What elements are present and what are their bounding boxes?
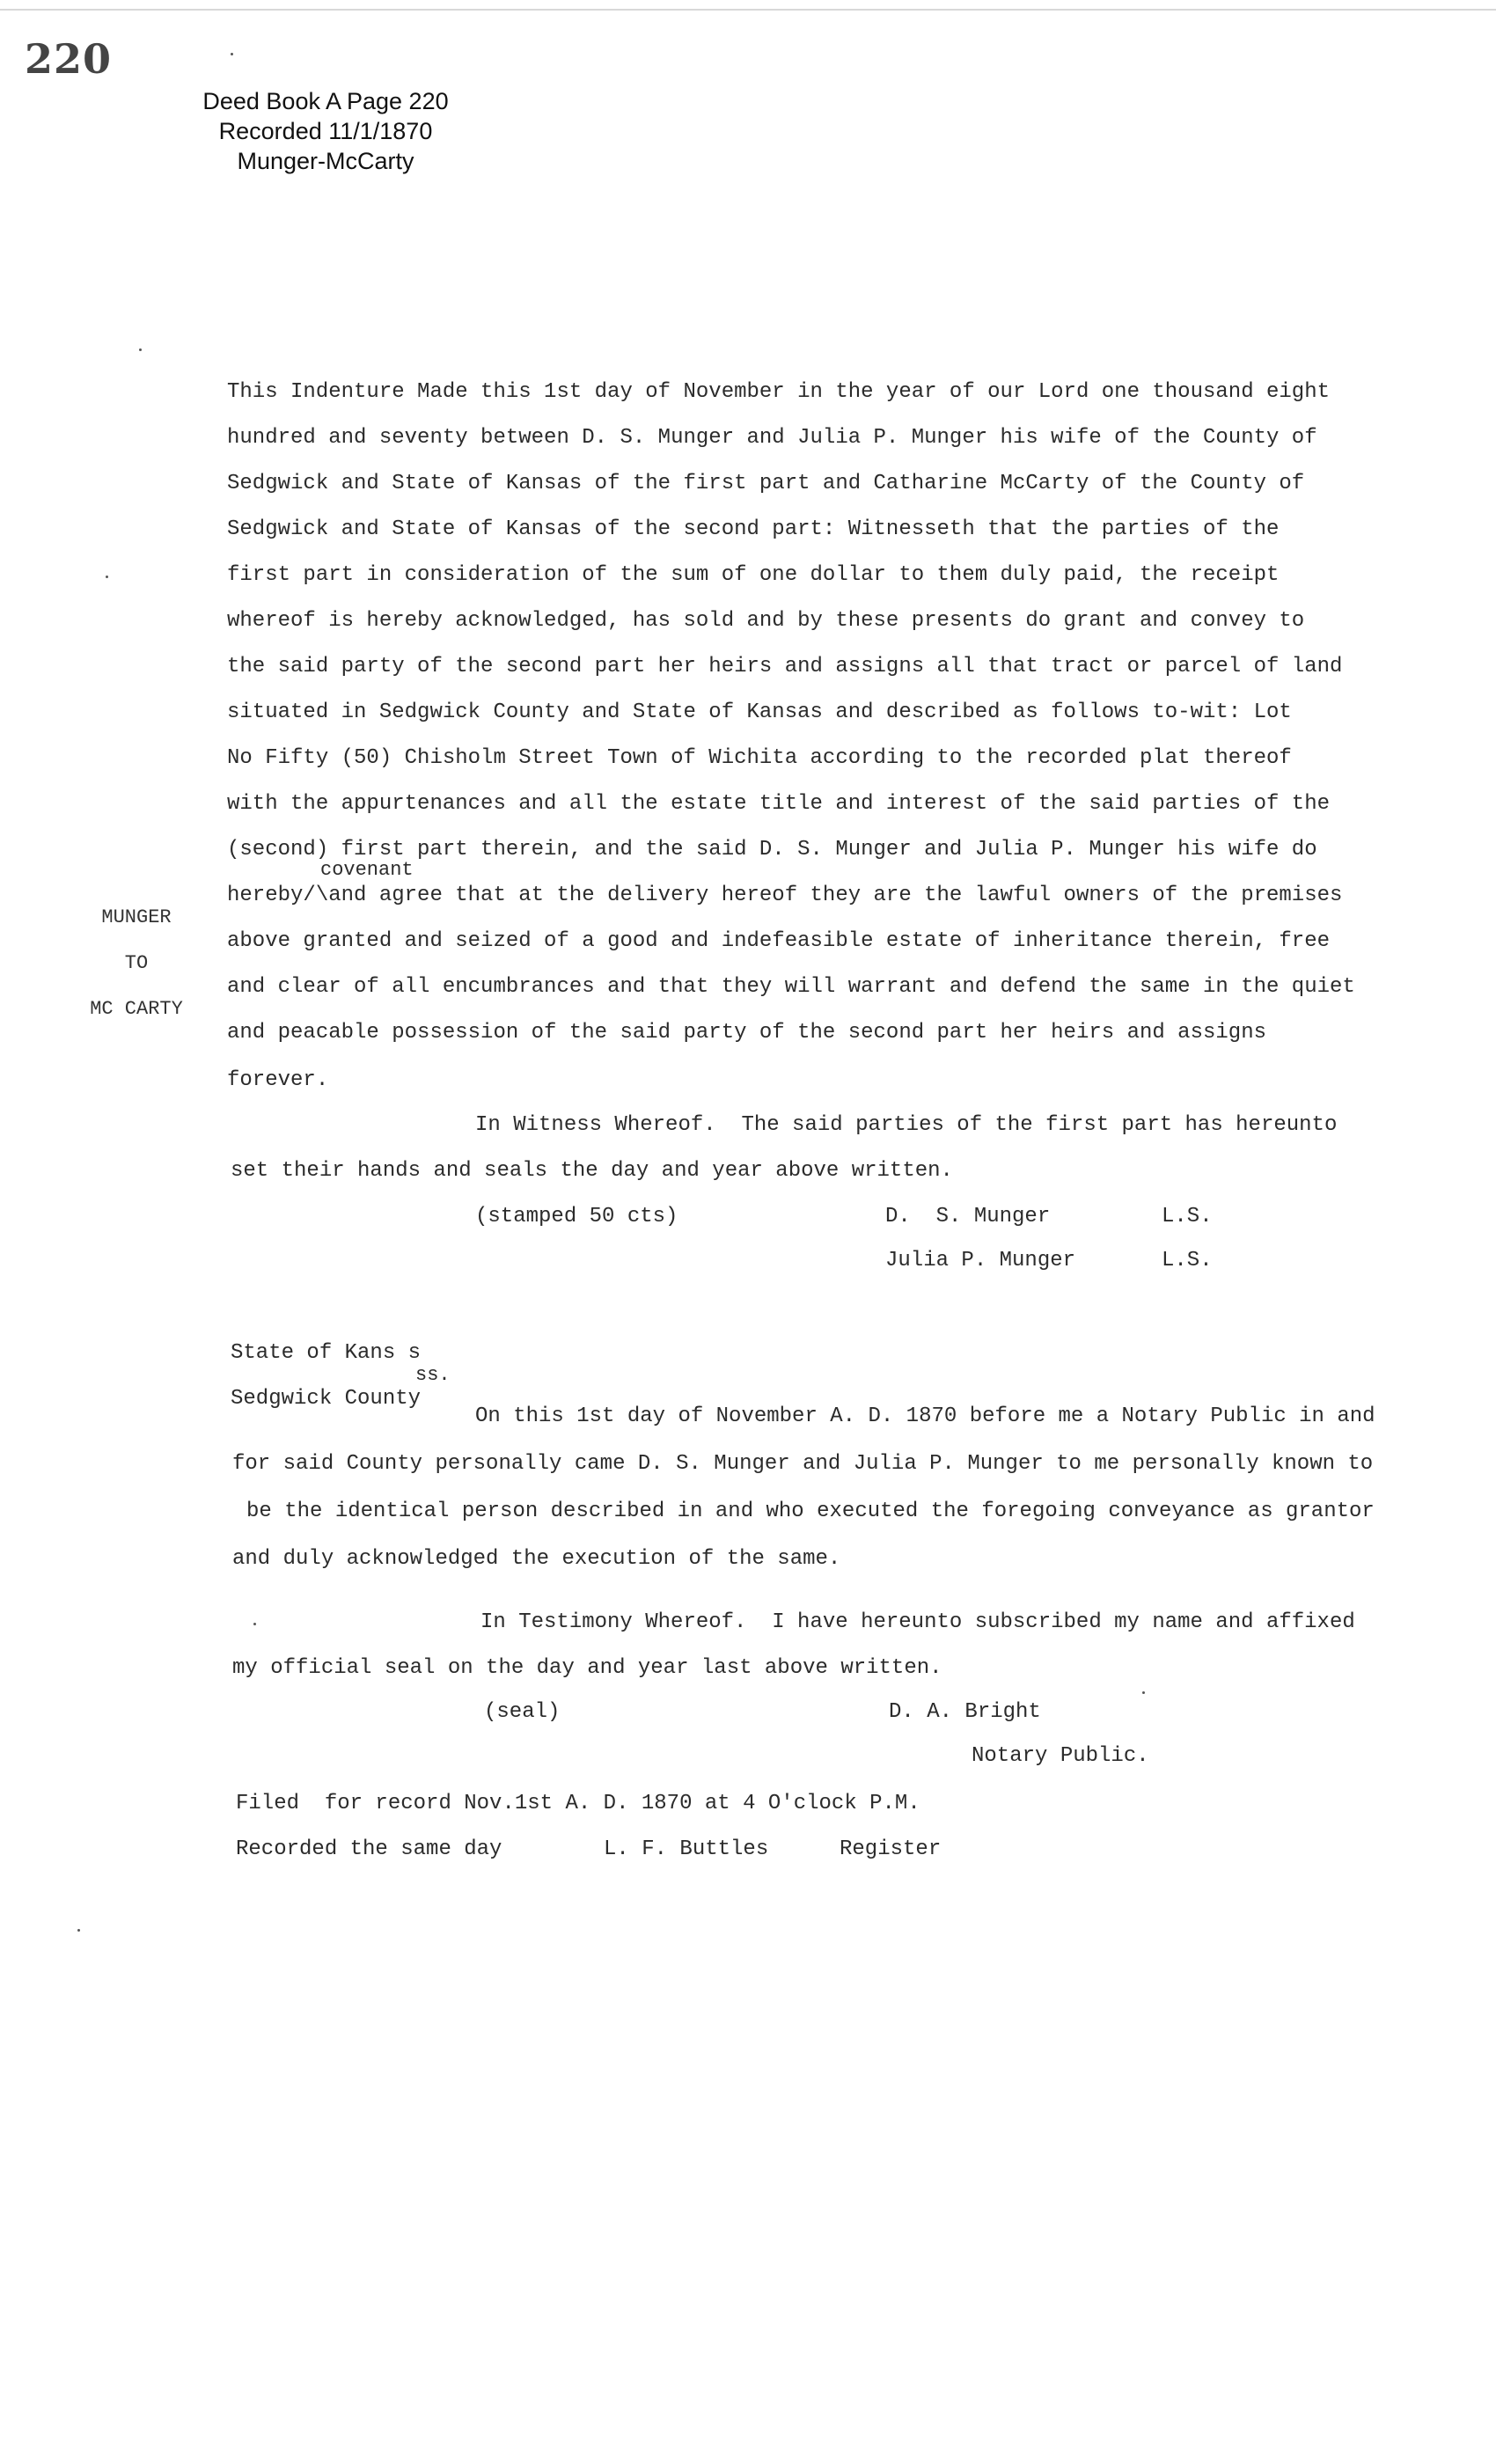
scan-speck [106, 576, 108, 578]
scan-speck [253, 1623, 256, 1625]
testimony-clause: my official seal on the day and year last above written. [232, 1656, 942, 1680]
notary-seal: (seal) [484, 1700, 561, 1724]
register-title: Register [840, 1837, 942, 1861]
body-line: hereby/\and agree that at the delivery hereof they are the lawful owners of the premises [227, 884, 1343, 907]
signature-name: D. S. Munger [885, 1205, 1051, 1228]
recorded-line: Recorded the same day [236, 1837, 502, 1861]
top-scan-edge [0, 9, 1496, 11]
body-line: the said party of the second part her heirs and assigns all that tract or parcel of land [227, 655, 1343, 678]
witness-clause: set their hands and seals the day and year above written. [231, 1159, 953, 1183]
body-line: This Indenture Made this 1st day of November in the year of our Lord one thousand eight [227, 380, 1331, 404]
notary-title: Notary Public. [972, 1744, 1149, 1768]
seal-mark: L.S. [1162, 1205, 1213, 1228]
body-line: No Fifty (50) Chisholm Street Town of Wichita according to the recorded plat thereof [227, 746, 1292, 770]
body-line: Sedgwick and State of Kansas of the second part: Witnesseth that the parties of the [227, 517, 1280, 541]
acknowledgment-line: be the identical person described in and who executed the foregoing conveyance as grantor [246, 1500, 1375, 1523]
scan-speck [77, 1929, 80, 1932]
acknowledgment-line: On this 1st day of November A. D. 1870 before me a Notary Public in and [475, 1404, 1375, 1428]
witness-clause: In Witness Whereof. The said parties of the first part has hereunto [475, 1113, 1338, 1137]
body-line: and peacable possession of the said party of the second part her heirs and assigns [227, 1021, 1266, 1045]
scan-speck [1142, 1691, 1145, 1694]
body-line: hundred and seventy between D. S. Munger and Julia P. Munger his wife of the County of [227, 426, 1317, 450]
body-line: Sedgwick and State of Kansas of the first part and Catharine McCarty of the County of [227, 472, 1305, 495]
acknowledgment-line: for said County personally came D. S. Munger and Julia P. Munger to me personally known to [232, 1452, 1374, 1476]
scan-speck [231, 53, 233, 55]
body-line: (second) first part therein, and the said D. S. Munger and Julia P. Munger his wife do [227, 838, 1317, 862]
body-line: above granted and seized of a good and indefeasible estate of inheritance therein, free [227, 929, 1331, 953]
page-number: 220 [25, 35, 113, 83]
venue-county: Sedgwick County [231, 1387, 422, 1411]
margin-grantor: MUNGER [101, 906, 172, 928]
body-line: forever. [227, 1068, 329, 1092]
testimony-clause: In Testimony Whereof. I have hereunto subscribed my name and affixed [480, 1610, 1355, 1634]
signature-name: Julia P. Munger [885, 1249, 1076, 1272]
acknowledgment-line: and duly acknowledged the execution of the same. [232, 1547, 841, 1571]
body-line: and clear of all encumbrances and that they will warrant and defend the same in the quiet [227, 975, 1355, 999]
stamp-note: (stamped 50 cts) [475, 1205, 678, 1228]
scan-speck [139, 348, 142, 351]
venue-ss: ss. [415, 1364, 451, 1386]
body-line: first part in consideration of the sum of one dollar to them duly paid, the receipt [227, 563, 1280, 587]
margin-grantee: MC CARTY [90, 998, 183, 1020]
notary-name: D. A. Bright [889, 1700, 1041, 1724]
body-line: situated in Sedgwick County and State of Kansas and described as follows to-wit: Lot [227, 700, 1292, 724]
header-note-parties: Munger-McCarty [237, 148, 414, 174]
header-note-book: Deed Book A Page 220 [202, 88, 449, 114]
header-note [176, 86, 475, 176]
seal-mark: L.S. [1162, 1249, 1213, 1272]
register-name: L. F. Buttles [604, 1837, 769, 1861]
body-line: whereof is hereby acknowledged, has sold and by these presents do grant and convey to [227, 609, 1305, 633]
venue-state: State of Kans s [231, 1341, 422, 1365]
body-line: with the appurtenances and all the estate title and interest of the said parties of the [227, 792, 1331, 816]
filing-line: Filed for record Nov.1st A. D. 1870 at 4 O'clock P.M. [236, 1792, 920, 1815]
inserted-word: covenant [320, 859, 414, 881]
header-note-recorded: Recorded 11/1/1870 [218, 118, 433, 144]
margin-to: TO [124, 952, 149, 974]
